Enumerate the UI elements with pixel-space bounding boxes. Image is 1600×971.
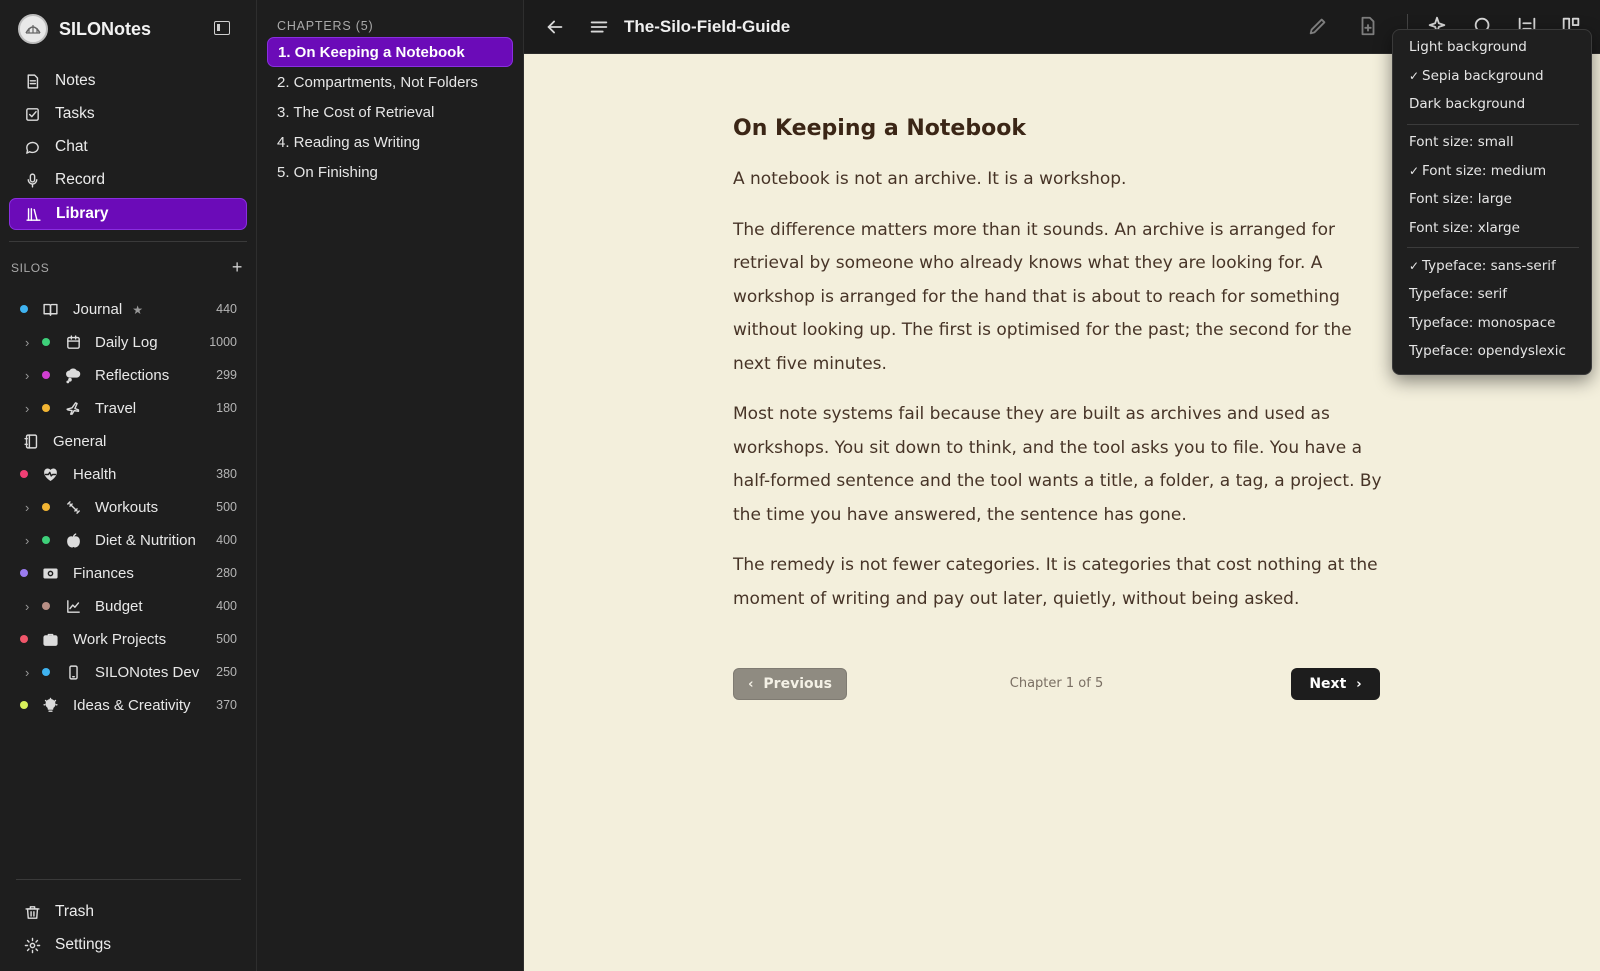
next-button[interactable]	[1291, 668, 1380, 700]
nav-item-tasks[interactable]	[9, 98, 247, 130]
expand-chevron-icon[interactable]: ›	[25, 367, 30, 383]
previous-label: Previous	[763, 676, 832, 692]
chapter-article	[733, 116, 1383, 633]
silo-budget[interactable]	[0, 591, 250, 621]
silo-name: Journal ★	[73, 300, 143, 318]
checkmark-icon: ✓	[1409, 259, 1420, 273]
silo-count: 380	[216, 467, 237, 481]
nav-item-notes[interactable]	[9, 65, 247, 97]
silo-name: SILONotes Dev	[95, 663, 200, 681]
silo-color-dot	[42, 503, 50, 511]
silo-reflections[interactable]	[0, 360, 250, 390]
chapter-pager	[733, 668, 1380, 700]
phone-icon	[64, 663, 82, 681]
silo-color-dot	[42, 371, 50, 379]
chapter-item[interactable]: 1. On Keeping a Notebook	[267, 37, 513, 67]
expand-chevron-icon[interactable]: ›	[25, 499, 30, 515]
plane-icon	[64, 399, 82, 417]
silo-count: 400	[216, 533, 237, 547]
silo-diet-nutrition[interactable]	[0, 525, 250, 555]
notes-icon	[23, 72, 41, 90]
menu-item-label: Typeface: monospace	[1409, 315, 1556, 331]
silo-travel[interactable]	[0, 393, 250, 423]
silo-count: 299	[216, 368, 237, 382]
menu-item-label: Typeface: sans-serif	[1422, 258, 1556, 274]
menu-item-label: Typeface: serif	[1409, 286, 1507, 302]
back-arrow-icon[interactable]	[544, 16, 566, 38]
silo-name: Reflections	[95, 366, 170, 384]
silo-name: Health	[73, 465, 117, 483]
chapters-panel	[257, 0, 524, 971]
nav-item-label: Chat	[55, 138, 88, 155]
nav-item-label: Trash	[55, 903, 95, 920]
paragraph: The difference matters more than it sounds. An archive is arranged for retrieval by someone who already knows what they are looking for. A workshop is arranged for the hand that is about to reach for something without looking up. The first is optimised for the past; the second for the next five minutes.	[733, 219, 1352, 374]
sidebar	[0, 0, 257, 971]
checkmark-icon: ✓	[1409, 69, 1420, 83]
edit-pencil-icon[interactable]	[1307, 15, 1329, 37]
menu-item-label: Light background	[1409, 39, 1527, 55]
calendar-icon	[64, 333, 82, 351]
nav-item-label: Library	[56, 205, 109, 222]
silo-work-projects[interactable]	[0, 624, 250, 654]
paragraph: Most note systems fail because they are built as archives and used as workshops. You sit down to think, and the tool asks you to file. You have a half-formed sentence and the tool wants a title, a folder, a tag, a project. By the time you have answered, the sentence has gone.	[733, 404, 1382, 525]
app-name: SILONotes	[59, 18, 152, 39]
expand-chevron-icon[interactable]: ›	[25, 664, 30, 680]
add-silo-button[interactable]: +	[231, 257, 243, 277]
next-label: Next	[1309, 676, 1347, 692]
menu-item-label: Font size: small	[1409, 134, 1514, 150]
chapter-position: Chapter 1 of 5	[1009, 676, 1104, 691]
silo-color-dot	[42, 404, 50, 412]
menu-item-label: Font size: xlarge	[1409, 220, 1520, 236]
chevron-left-icon: ‹	[748, 676, 754, 692]
silo-finances[interactable]	[0, 558, 250, 588]
silo-count: 500	[216, 500, 237, 514]
nav-item-label: Tasks	[55, 105, 95, 122]
notebook-icon	[22, 432, 40, 450]
menu-item-light-background[interactable]	[1409, 36, 1527, 58]
silo-count: 250	[216, 665, 237, 679]
silo-name: Ideas & Creativity	[73, 696, 191, 714]
silo-name: Finances	[73, 564, 134, 582]
silo-name: Daily Log	[95, 333, 158, 351]
silo-color-dot	[20, 305, 28, 313]
nav-item-chat[interactable]	[9, 131, 247, 163]
menu-item-typeface-monospace[interactable]	[1409, 312, 1555, 334]
silos-heading	[11, 257, 243, 277]
menu-item-label: Typeface: opendyslexic	[1409, 343, 1566, 359]
silo-color-dot	[20, 569, 28, 577]
silo-journal[interactable]	[0, 294, 250, 324]
expand-chevron-icon[interactable]: ›	[25, 334, 30, 350]
silo-count: 500	[216, 632, 237, 646]
paragraph: The remedy is not fewer categories. It is categories that cost nothing at the moment of writing and pay out later, quietly, without being asked.	[733, 555, 1378, 609]
trash-icon	[23, 903, 41, 921]
apple-icon	[64, 531, 82, 549]
document-title: The-Silo-Field-Guide	[624, 17, 791, 36]
silo-color-dot	[20, 701, 28, 709]
expand-chevron-icon[interactable]: ›	[25, 532, 30, 548]
menu-divider	[1407, 247, 1579, 248]
menu-item-dark-background[interactable]	[1409, 93, 1525, 115]
divider	[16, 879, 241, 880]
silo-count: 280	[216, 566, 237, 580]
money-icon	[41, 564, 59, 582]
menu-item-sepia-background[interactable]	[1409, 65, 1544, 87]
chapter-item[interactable]: 5. On Finishing	[277, 163, 378, 181]
nav-item-label: Record	[55, 171, 105, 188]
reading-settings-menu	[1392, 29, 1592, 375]
brand	[18, 13, 238, 45]
chart-line-icon	[64, 597, 82, 615]
menu-item-label: Dark background	[1409, 96, 1526, 112]
lightbulb-icon	[41, 696, 59, 714]
silo-count: 400	[216, 599, 237, 613]
tasks-icon	[23, 105, 41, 123]
silo-color-dot	[42, 602, 50, 610]
silo-count: 440	[216, 302, 237, 316]
silo-name: Diet & Nutrition	[95, 531, 196, 549]
silo-daily-log[interactable]	[0, 327, 250, 357]
expand-chevron-icon[interactable]: ›	[25, 400, 30, 416]
silo-count: 180	[216, 401, 237, 415]
silo-health[interactable]	[0, 459, 250, 489]
menu-item-font-large[interactable]	[1409, 188, 1512, 210]
chat-icon	[23, 138, 41, 156]
thought-bubble-icon	[64, 366, 82, 384]
checkmark-icon: ✓	[1409, 164, 1420, 178]
chapter-item[interactable]: 2. Compartments, Not Folders	[277, 73, 478, 91]
menu-item-font-medium[interactable]	[1409, 160, 1546, 182]
chapter-item[interactable]: 4. Reading as Writing	[277, 133, 421, 151]
silo-name: Work Projects	[73, 630, 167, 648]
silo-name: General	[53, 432, 107, 450]
silo-count: 1000	[209, 335, 237, 349]
chapters-heading: CHAPTERS (5)	[277, 19, 374, 33]
menu-item-font-xlarge[interactable]	[1409, 217, 1520, 239]
nav-item-settings[interactable]	[9, 929, 247, 961]
silo-color-dot	[42, 338, 50, 346]
nav-item-library[interactable]	[9, 198, 247, 230]
menu-item-label: Font size: large	[1409, 191, 1512, 207]
star-icon[interactable]: ★	[132, 302, 143, 317]
menu-item-typeface-sans[interactable]	[1409, 255, 1556, 277]
silo-silonotes-dev[interactable]	[0, 657, 250, 687]
briefcase-icon	[41, 630, 59, 648]
silo-name: Workouts	[95, 498, 159, 516]
menu-item-typeface-serif[interactable]	[1409, 283, 1507, 305]
book-icon	[41, 300, 59, 318]
menu-item-label: Font size: medium	[1422, 163, 1547, 179]
nav-item-trash[interactable]	[9, 896, 247, 928]
sidebar-collapse-icon[interactable]	[214, 21, 230, 35]
nav-item-record[interactable]	[9, 164, 247, 196]
dumbbell-icon	[64, 498, 82, 516]
toc-menu-icon[interactable]	[588, 16, 610, 38]
export-file-icon[interactable]	[1357, 15, 1379, 37]
silo-color-dot	[20, 635, 28, 643]
menu-item-label: Sepia background	[1422, 68, 1544, 84]
app-logo	[18, 14, 48, 44]
expand-chevron-icon[interactable]: ›	[25, 598, 30, 614]
silo-color-dot	[20, 470, 28, 478]
nav-item-label: Notes	[55, 72, 96, 89]
silo-count: 370	[216, 698, 237, 712]
silo-name: Travel	[95, 399, 137, 417]
heart-pulse-icon	[41, 465, 59, 483]
paragraph: A notebook is not an archive. It is a workshop.	[733, 169, 1127, 189]
microphone-icon	[23, 171, 41, 189]
library-icon	[24, 205, 42, 223]
silo-name: Budget	[95, 597, 143, 615]
silo-color-dot	[42, 668, 50, 676]
menu-item-font-small[interactable]	[1409, 131, 1514, 153]
nav-item-label: Settings	[55, 936, 112, 953]
silo-workouts[interactable]	[0, 492, 250, 522]
chapter-title: On Keeping a Notebook	[733, 116, 1026, 141]
chapter-item[interactable]: 3. The Cost of Retrieval	[277, 103, 435, 121]
silo-color-dot	[42, 536, 50, 544]
silos-heading-label: SILOS	[11, 261, 50, 275]
divider	[9, 241, 247, 242]
chevron-right-icon: ›	[1356, 676, 1362, 692]
silo-ideas-creativity[interactable]	[0, 690, 250, 720]
menu-divider	[1407, 124, 1579, 125]
menu-item-typeface-opendyslexic[interactable]	[1409, 340, 1566, 362]
silo-general[interactable]	[0, 426, 250, 456]
gear-icon	[23, 936, 41, 954]
